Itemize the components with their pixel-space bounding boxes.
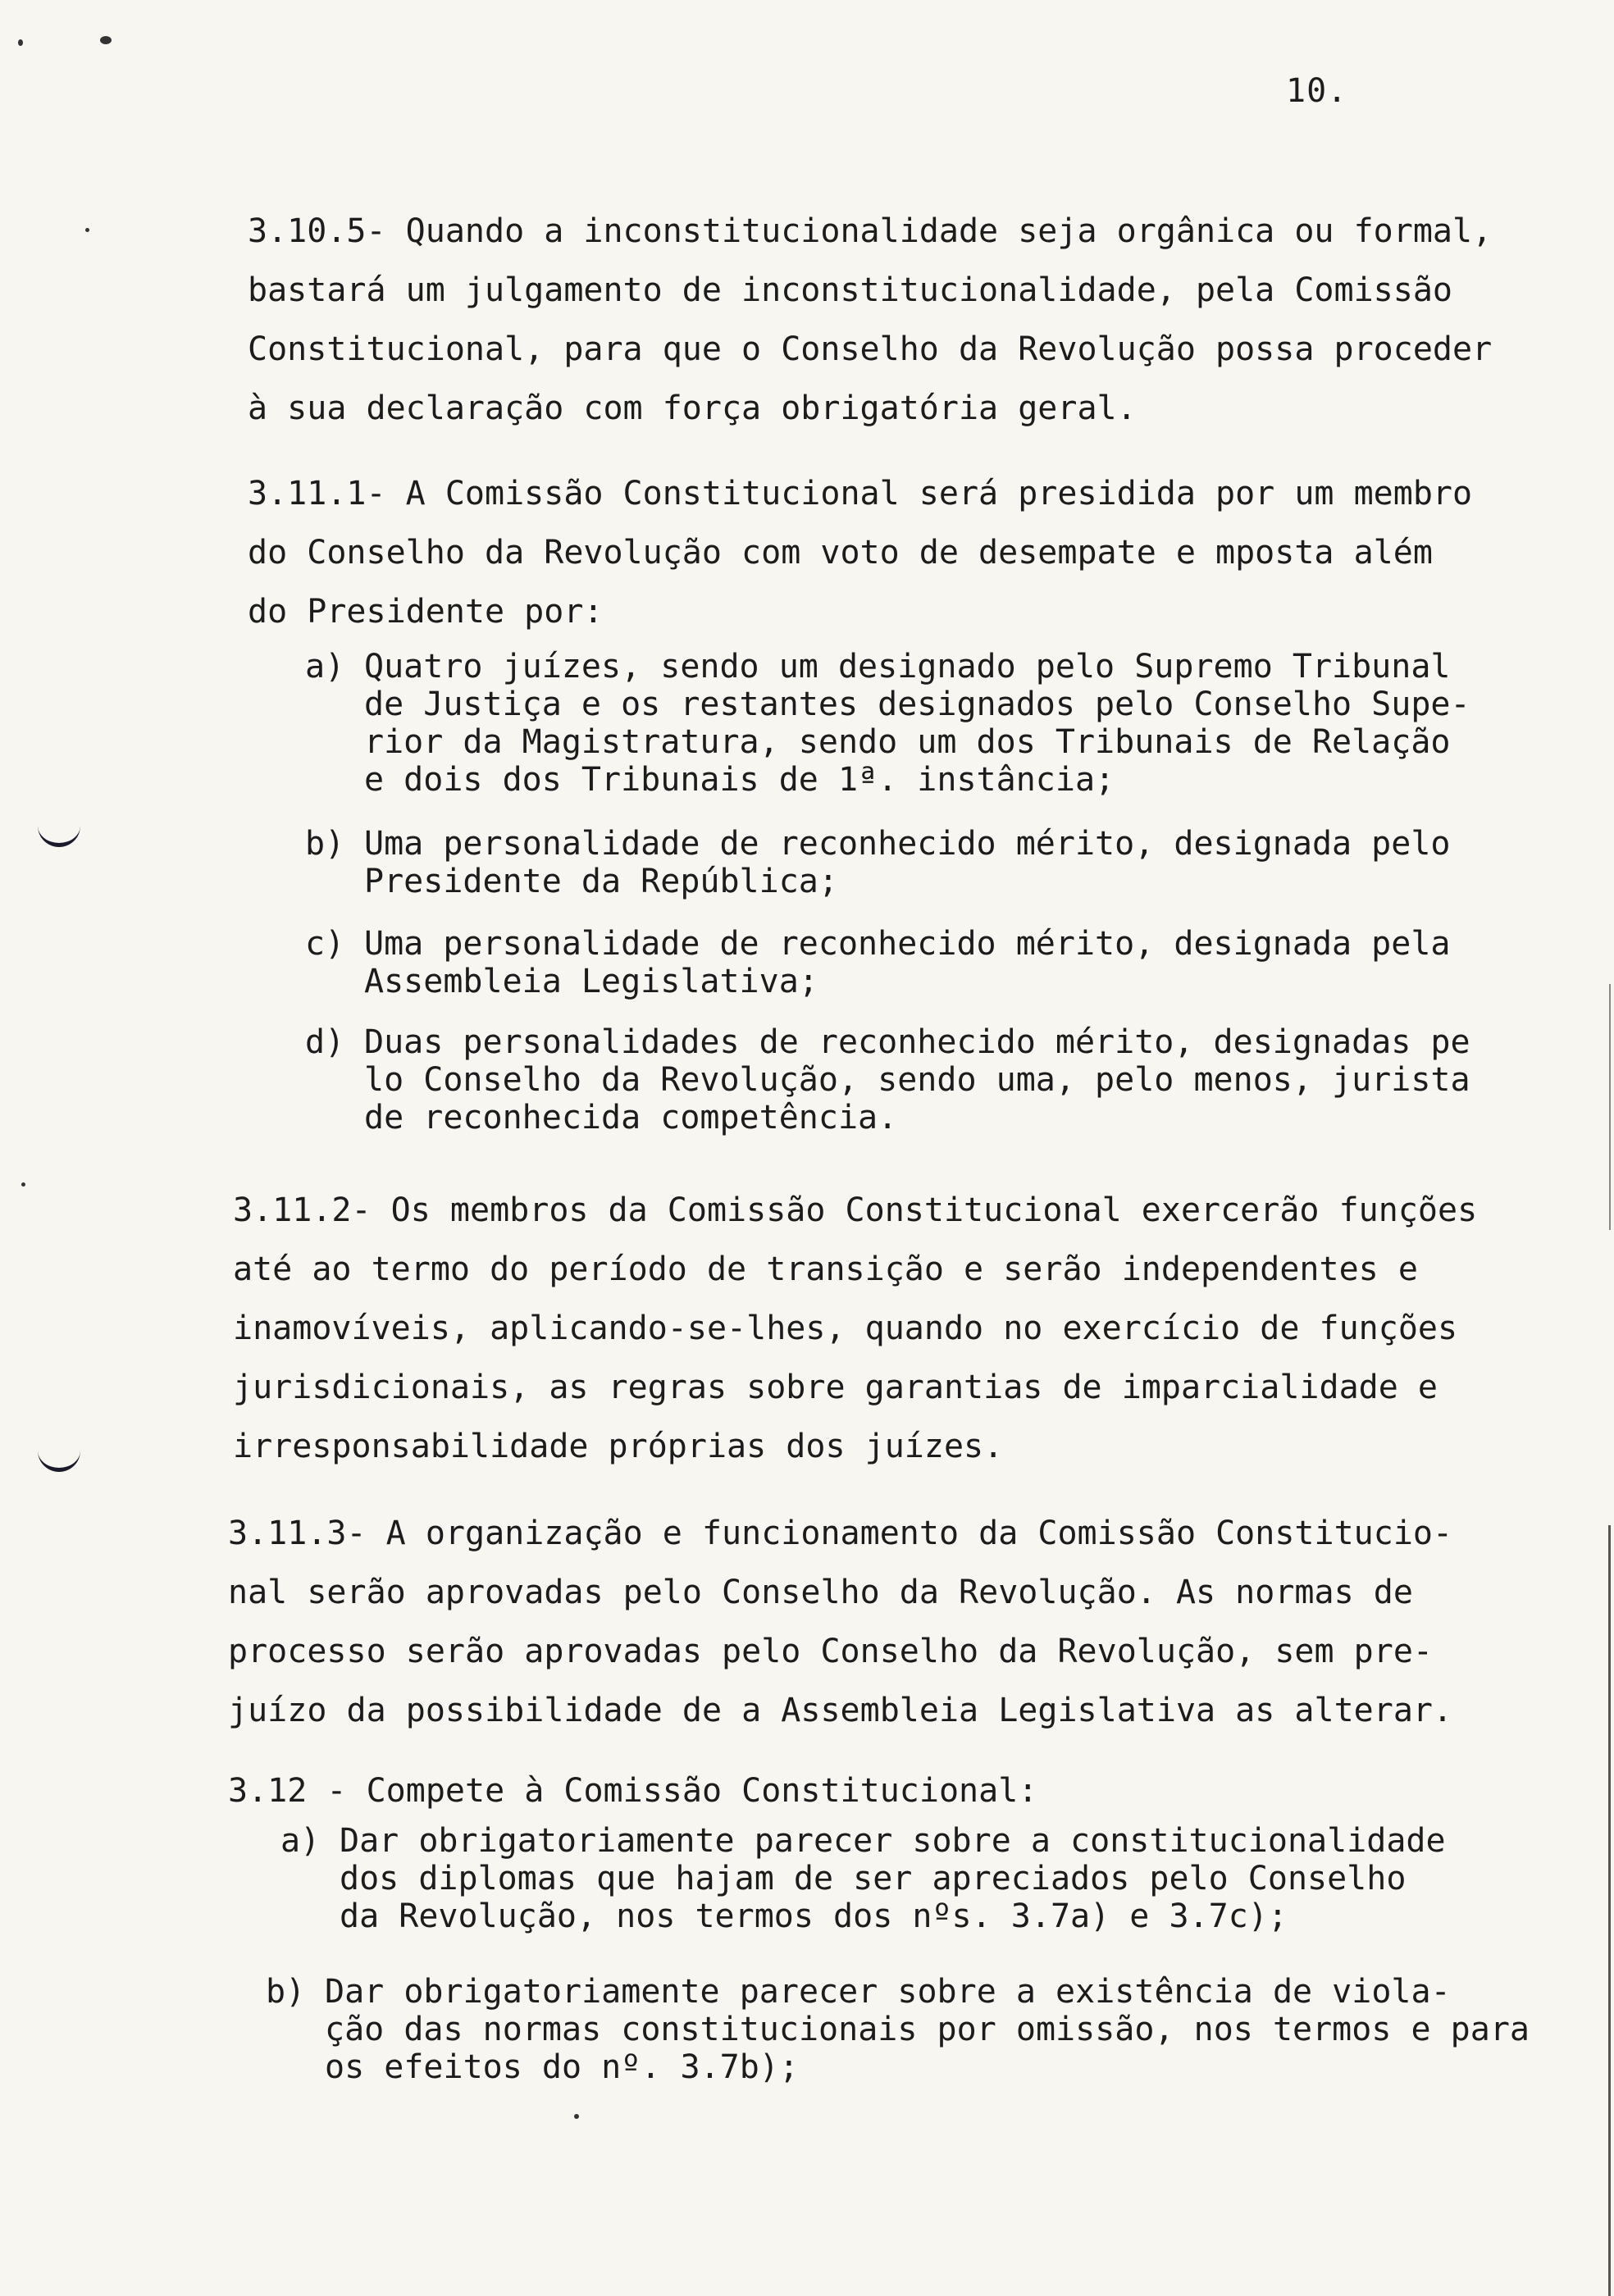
text-line: 3.12 - Compete à Comissão Constitucional: — [228, 1772, 1038, 1810]
list-item-body — [364, 825, 1451, 900]
text-line: lo Conselho da Revolução, sendo uma, pelo menos, jurista — [364, 1061, 1470, 1099]
list-item-label: a) — [280, 1822, 321, 1860]
text-line: Dar obrigatoriamente parecer sobre a existência de viola- — [325, 1973, 1451, 2011]
text-line: Uma personalidade de reconhecido mérito, designada pela — [364, 925, 1451, 963]
list-item-body — [340, 1822, 1446, 1935]
list-item-body — [364, 1023, 1470, 1137]
text-line: de reconhecida competência. — [364, 1099, 898, 1137]
text-line: Dar obrigatoriamente parecer sobre a constitucionalidade — [340, 1822, 1446, 1860]
paragraph-3-11-1 — [248, 464, 1472, 641]
scan-edge-line — [1609, 984, 1611, 1230]
paragraph-3-11-2 — [233, 1181, 1477, 1476]
scan-speck — [574, 2114, 579, 2119]
scan-speck — [100, 36, 112, 44]
text-line: 3.11.3- A organização e funcionamento da Comissão Constitucio- — [228, 1515, 1453, 1552]
text-line: Duas personalidades de reconhecido mérito, designadas pe — [364, 1023, 1470, 1061]
list-item-label: c) — [305, 925, 345, 963]
list-item-label: a) — [305, 648, 345, 686]
text-line: à sua declaração com força obrigatória geral. — [248, 390, 1137, 427]
text-line: jurisdicionais, as regras sobre garantias de imparcialidade e — [233, 1369, 1438, 1406]
list-item-body — [325, 1973, 1530, 2086]
text-line: dos diplomas que hajam de ser apreciados pelo Conselho — [340, 1860, 1407, 1897]
text-line: bastará um julgamento de inconstitucionalidade, pela Comissão — [248, 271, 1453, 309]
scan-speck — [18, 39, 23, 46]
list-item-label: b) — [266, 1973, 306, 2011]
text-line: Constitucional, para que o Conselho da Revolução possa proceder — [248, 330, 1493, 368]
text-line: irresponsabilidade próprias dos juízes. — [233, 1428, 1004, 1465]
text-line: até ao termo do período de transição e serão independentes e — [233, 1250, 1418, 1288]
text-line: do Presidente por: — [248, 593, 604, 631]
scan-speck — [85, 228, 89, 232]
scan-speck — [21, 1182, 25, 1187]
text-line: do Conselho da Revolução com voto de desempate e mposta além — [248, 534, 1433, 572]
text-line: de Justiça e os restantes designados pelo Conselho Supe- — [364, 686, 1470, 723]
text-line: 3.11.1- A Comissão Constitucional será presidida por um membro — [248, 475, 1473, 512]
text-line: rior da Magistratura, sendo um dos Tribunais de Relação — [364, 723, 1451, 761]
list-item-label: b) — [305, 825, 345, 863]
text-line: processo serão aprovadas pelo Conselho da Revolução, sem pre- — [228, 1633, 1434, 1670]
paragraph-3-10-5 — [248, 202, 1492, 438]
text-line: os efeitos do nº. 3.7b); — [325, 2048, 799, 2086]
text-line: nal serão aprovadas pelo Conselho da Revolução. As normas de — [228, 1574, 1413, 1611]
text-line: ção das normas constitucionais por omissão, nos termos e para — [325, 2011, 1530, 2048]
text-line: Presidente da República; — [364, 863, 838, 900]
page-number: 10. — [1286, 72, 1348, 110]
text-line: Quatro juízes, sendo um designado pelo Supremo Tribunal — [364, 648, 1451, 686]
list-item-label: d) — [305, 1023, 345, 1061]
text-line: 3.10.5- Quando a inconstitucionalidade seja orgânica ou formal, — [248, 212, 1493, 250]
text-line: inamovíveis, aplicando-se-lhes, quando no exercício de funções — [233, 1310, 1458, 1347]
text-line: da Revolução, nos termos dos nºs. 3.7a) e 3.7c); — [340, 1897, 1288, 1935]
scan-edge-line — [1608, 1525, 1611, 2296]
text-line: Assembleia Legislativa; — [364, 963, 818, 1000]
margin-hole-mark — [38, 1446, 80, 1472]
margin-hole-mark — [38, 822, 80, 847]
paragraph-3-12 — [228, 1761, 1037, 1820]
text-line: juízo da possibilidade de a Assembleia Legislativa as alterar. — [228, 1692, 1453, 1729]
text-line: Uma personalidade de reconhecido mérito, designada pelo — [364, 825, 1451, 863]
list-item-body — [364, 648, 1470, 799]
paragraph-3-11-3 — [228, 1504, 1452, 1740]
list-item-body — [364, 925, 1451, 1000]
text-line: 3.11.2- Os membros da Comissão Constitucional exercerão funções — [233, 1191, 1478, 1229]
text-line: e dois dos Tribunais de 1ª. instância; — [364, 761, 1115, 799]
